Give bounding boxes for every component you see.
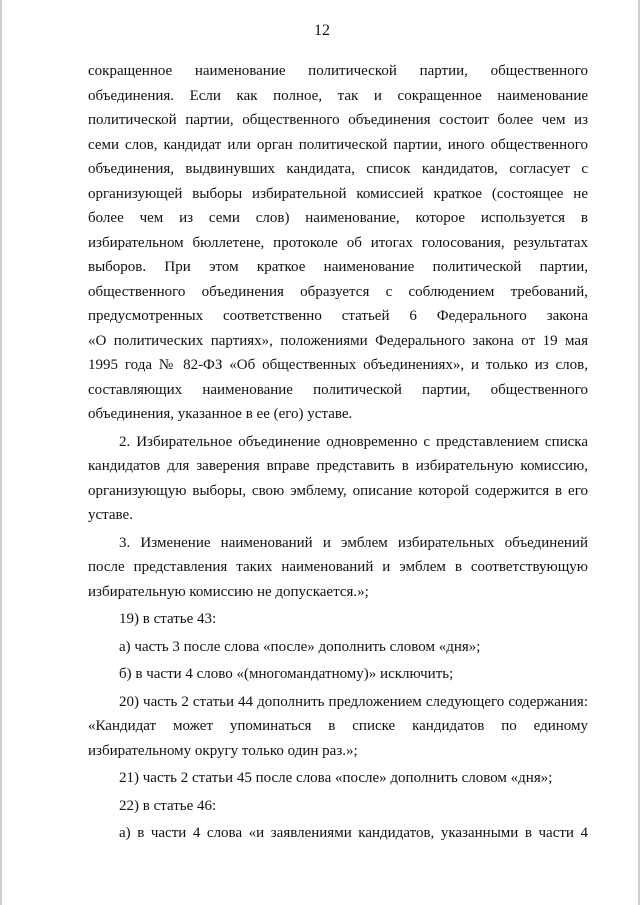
- text-line: общественного объединения образуется с соблюдением требований,: [88, 283, 588, 300]
- text-line: организующей выборы избирательной комиссией краткое (состоящее не: [88, 185, 588, 202]
- text-line: избирательном бюллетене, протоколе об итогах голосования, результатах: [88, 234, 588, 251]
- page-number: 12: [314, 22, 330, 39]
- text-line: а) часть 3 после слова «после» дополнить словом «дня»;: [119, 638, 481, 655]
- text-line: уставе.: [88, 507, 133, 523]
- text-line: сокращенное наименование политической партии, общественного: [88, 63, 588, 79]
- text-line: кандидатов для заверения вправе представить в избирательную комиссию,: [88, 458, 588, 474]
- text-line: семи слов, кандидат или орган политической партии, иного общественного: [88, 136, 588, 153]
- text-line: составляющих наименование политической партии, общественного: [88, 381, 588, 398]
- text-line: а) в части 4 слова «и заявлениями кандидатов, указанными в части 4: [119, 825, 588, 841]
- text-line: «О политических партиях», положениями Федерального закона от 19 мая: [88, 332, 588, 349]
- text-line: объединения. Если как полное, так и сокращенное наименование: [88, 87, 588, 104]
- text-line: 3. Изменение наименований и эмблем избирательных объединений: [119, 534, 588, 551]
- document-body: [88, 59, 588, 846]
- text-line: 22) в статье 46:: [119, 797, 217, 814]
- text-line: объединения, выдвинувших кандидата, список кандидатов, согласует с: [88, 161, 588, 177]
- text-line: более чем из семи слов) наименование, которое используется в: [88, 210, 588, 226]
- text-line: 21) часть 2 статьи 45 после слова «после» дополнить словом «дня»;: [119, 770, 553, 786]
- text-line: 2. Избирательное объединение одновременно с представлением списка: [119, 433, 588, 450]
- text-line: объединения, указанное в ее (его) уставе.: [88, 406, 353, 422]
- text-line: организующую выборы, свою эмблему, описание которой содержится в его: [88, 482, 588, 499]
- text-line: избирательную комиссию не допускается.»;: [88, 583, 369, 600]
- text-line: выборов. При этом краткое наименование политической партии,: [88, 259, 588, 275]
- text-line: политической партии, общественного объединения состоит более чем из: [88, 112, 588, 128]
- text-line: б) в части 4 слово «(многомандатному)» исключить;: [119, 666, 454, 682]
- text-line: «Кандидат может упоминаться в списке кандидатов по единому: [88, 718, 588, 734]
- text-line: 20) часть 2 статьи 44 дополнить предложением следующего содержания:: [119, 693, 588, 710]
- text-line: 19) в статье 43:: [119, 611, 217, 627]
- text-line: после представления таких наименований и эмблем в соответствующую: [88, 559, 588, 575]
- text-line: предусмотренных соответственно статьей 6 Федерального закона: [88, 308, 588, 324]
- text-line: избирательному округу только один раз.»;: [88, 742, 358, 759]
- text-line: 1995 года № 82-ФЗ «Об общественных объединениях», и только из слов,: [88, 357, 588, 373]
